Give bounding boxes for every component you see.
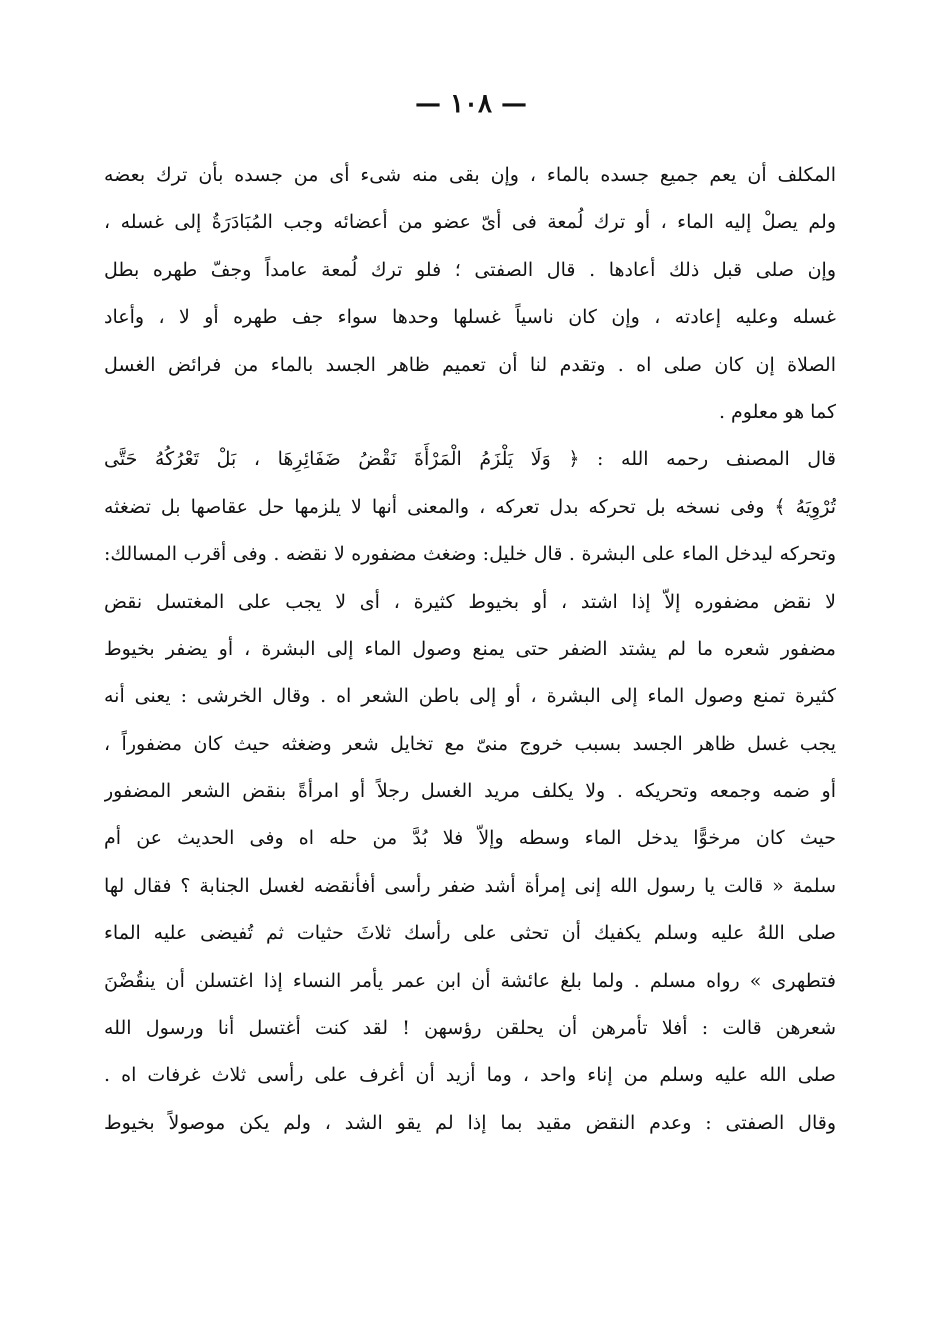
text-line: فتطهرى » رواه مسلم . ولما بلغ عائشة أن ابن عمر يأمر النساء إذا اغتسلن أن ينقُضْنَ bbox=[104, 969, 836, 992]
text-line: وقال الصفتى : وعدم النقض مقيد بما إذا لم يقو الشد ، ولم يكن موصولاً بخيوط bbox=[104, 1111, 836, 1134]
text-line: صلى اللهُ عليه وسلم يكفيك أن تحثى على رأسك ثلاثَ حثيات ثم تُفيضى عليه الماء bbox=[104, 922, 836, 945]
text-line: ولم يصلْ إليه الماء ، أو ترك لُمعة فى أىّ عضو من أعضائه وجب المُبَادَرَةُ إلى غسله ، bbox=[104, 211, 836, 234]
text-line: قال المصنف رحمه الله : ﴿ وَلَا يَلْزَمُ الْمَرْأَةَ نَقْضُ ضَفَائِرِهَا ، بَلْ تَعْرُكُهُ حَتَّى bbox=[104, 448, 836, 471]
text-line: شعرهن قالت : أفلا تأمرهن أن يحلقن رؤسهن ! لقد كنت أغتسل أنا ورسول الله bbox=[104, 1017, 836, 1040]
text-line: وإن صلى قبل ذلك أعادها . قال الصفتى ؛ فلو ترك لُمعة عامداً وجفّ طهره بطل bbox=[104, 258, 836, 281]
text-line: يجب غسل ظاهر الجسد بسبب خروج منىّ مع تخايل شعر وضغثه حيث كان مضفوراً ، bbox=[104, 732, 836, 755]
text-line: تُرْوِيَهُ ﴾ وفى نسخه بل تحركه بدل تعركه ، والمعنى أنها لا يلزمها حل عقاصها بل تضغثه bbox=[104, 495, 836, 518]
body-text bbox=[104, 152, 836, 1147]
page-number: — ١٠٨ — bbox=[414, 89, 528, 119]
text-line: وتحركه ليدخل الماء على البشرة . قال خليل: وضغث مضفوره لا نقضه . وفى أقرب المسالك: bbox=[104, 543, 836, 566]
text-line: حيث كان مرخوًّا يدخل الماء وسطه وإلاّ فلا بُدَّ من حله اه وفى الحديث عن أم bbox=[104, 827, 836, 850]
text-line: غسله وعليه إعادته ، وإن كان ناسياً غسلها وحدها سواء جف طهره أو لا ، وأعاد bbox=[104, 306, 836, 329]
text-line: كثيرة تمنع وصول الماء إلى البشرة ، أو إلى باطن الشعر اه . وقال الخرشى : يعنى أنه bbox=[104, 685, 836, 708]
text-line: الصلاة إن كان صلى اه . وتقدم لنا أن تعميم ظاهر الجسد بالماء من فرائض الغسل bbox=[104, 353, 836, 376]
text-line: صلى الله عليه وسلم من إناء واحد ، وما أزيد أن أغرف على رأسى ثلاث غرفات اه . bbox=[104, 1064, 836, 1087]
text-line: مضفور شعره ما لم يشتد الضفر حتى يمنع وصول الماء إلى البشرة ، أو يضفر بخيوط bbox=[104, 637, 836, 660]
text-line: سلمة « قالت يا رسول الله إنى إمرأة أشد ضفر رأسى أفأنقضه لغسل الجنابة ؟ فقال لها bbox=[104, 874, 836, 897]
text-line: المكلف أن يعم جميع جسده بالماء ، وإن بقى منه شىء أى من جسده بأن ترك بعضه bbox=[104, 164, 836, 186]
text-line: أو ضمه وجمعه وتحريكه . ولا يكلف مريد الغسل رجلاً أو امرأةً بنقض الشعر المضفور bbox=[104, 780, 836, 803]
text-line: لا نقض مضفوره إلاّ إذا اشتد ، أو بخيوط كثيرة ، أى لا يجب على المغتسل نقض bbox=[104, 590, 836, 613]
text-line: كما هو معلوم . bbox=[718, 400, 836, 423]
